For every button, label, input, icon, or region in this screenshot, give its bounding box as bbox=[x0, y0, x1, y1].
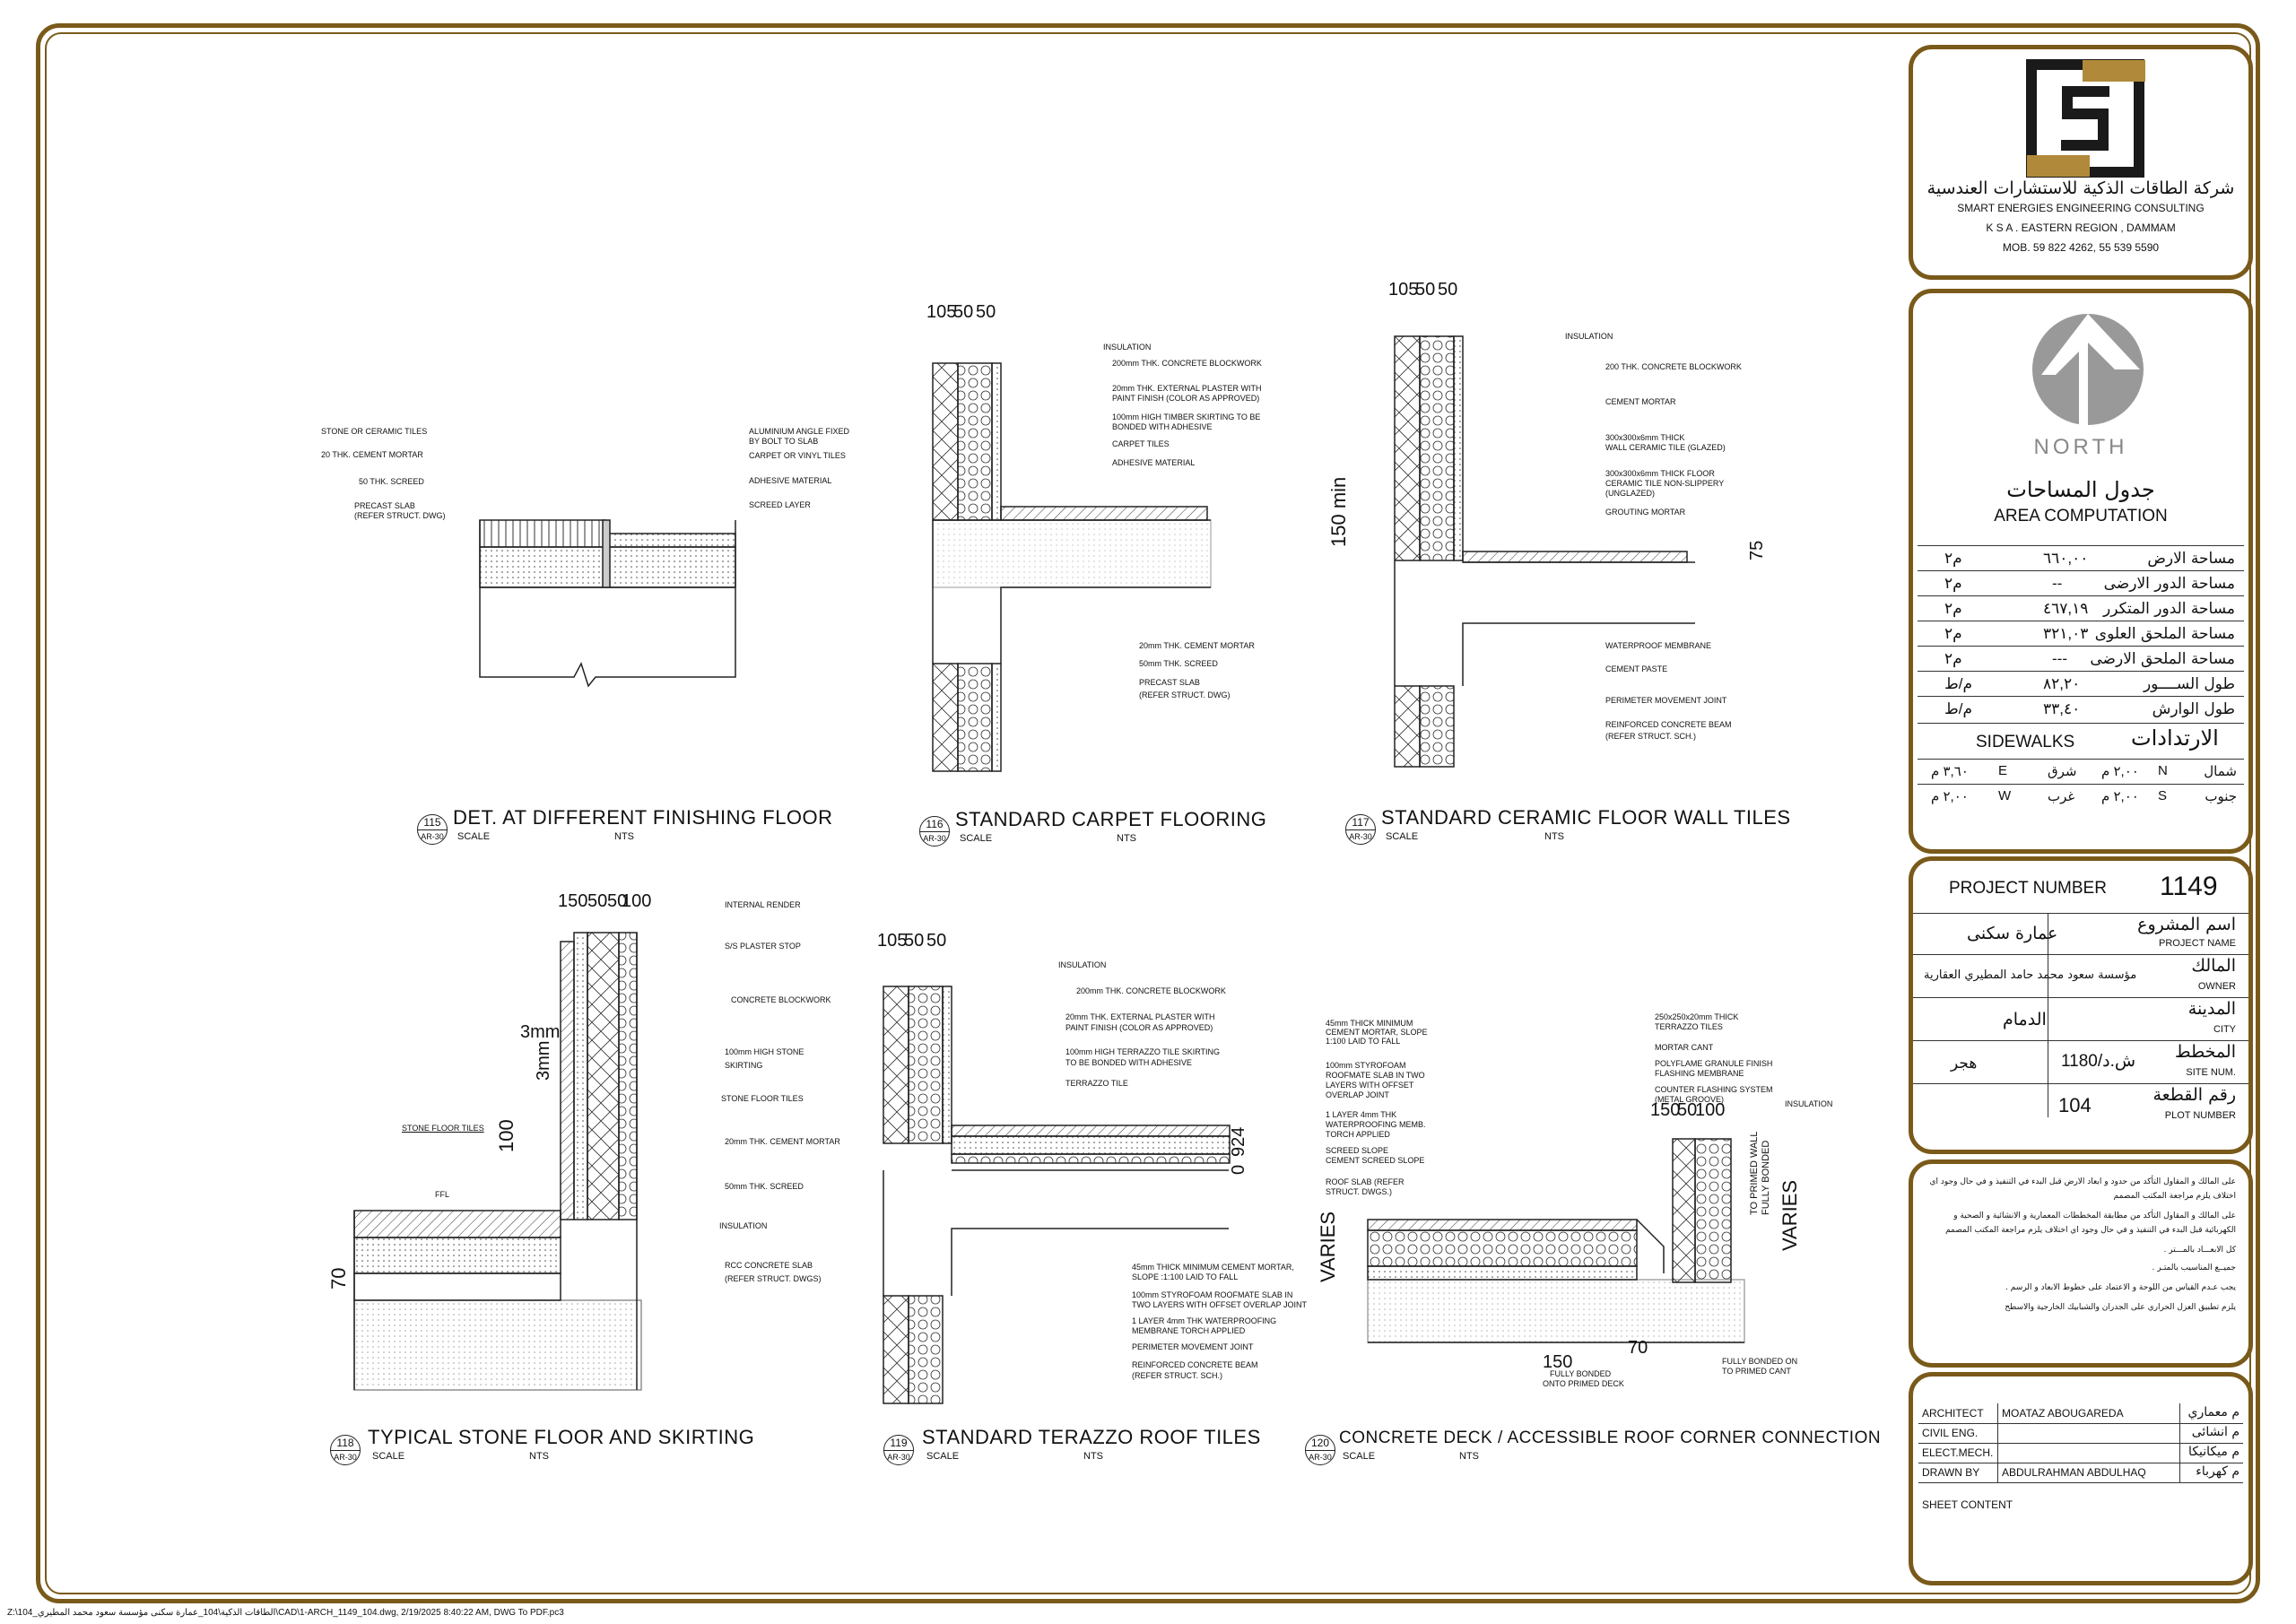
callout-label: 100mm HIGH TIMBER SKIRTING TO BE bbox=[1112, 413, 1261, 421]
callout-label: CEMENT PASTE bbox=[1605, 664, 1668, 673]
note-item: يجب عـدم القياس من اللوحة و الاعتماد على خطوط الابعاد و الرسم . bbox=[2005, 1283, 2236, 1292]
callout-label: PRECAST SLAB bbox=[354, 501, 415, 510]
callout-label: 250x250x20mm THICK bbox=[1655, 1012, 1739, 1021]
callout-label: REINFORCED CONCRETE BEAM bbox=[1605, 720, 1732, 729]
callout-label: INSULATION bbox=[719, 1221, 768, 1230]
firm-mobile: MOB. 59 822 4262, 55 539 5590 bbox=[2002, 241, 2160, 254]
callout-label: 200mm THK. CONCRETE BLOCKWORK bbox=[1076, 986, 1226, 995]
scale-value: NTS bbox=[529, 1451, 549, 1462]
detail-115-drawing bbox=[480, 520, 735, 686]
callout-label: PRECAST SLAB bbox=[1139, 678, 1200, 687]
district-name: هجر bbox=[1951, 1055, 1978, 1073]
detail-title: CONCRETE DECK / ACCESSIBLE ROOF CORNER CONNECTION bbox=[1339, 1429, 1882, 1447]
callout-label: 200 THK. CONCRETE BLOCKWORK bbox=[1605, 362, 1742, 371]
ffl-label: FFL bbox=[435, 1190, 450, 1199]
callout-label: CEMENT SCREED SLOPE bbox=[1326, 1156, 1425, 1165]
area-row: مساحة الملحق الارضى --- م٢ bbox=[1918, 646, 2244, 672]
callout-label: (REFER STRUCT. DWGS) bbox=[725, 1274, 822, 1283]
callout-label: INSULATION bbox=[1785, 1099, 1833, 1108]
callout-label: BY BOLT TO SLAB bbox=[749, 437, 819, 446]
detail-118-drawing bbox=[354, 933, 641, 1390]
dimension-label: 50 bbox=[926, 931, 947, 951]
detail-bubble: 117 AR-30 bbox=[1345, 814, 1376, 845]
firm-name-ar: شركة الطاقات الذكية للاستشارات العندسية bbox=[1926, 178, 2235, 198]
dimension-label: 105 bbox=[926, 302, 957, 322]
callout-label: FLASHING MEMBRANE bbox=[1655, 1069, 1744, 1078]
callout-label: INSULATION bbox=[1565, 332, 1613, 341]
callout-label: WATERPROOF MEMBRANE bbox=[1605, 641, 1712, 650]
owner-name: مؤسسة سعود محمد حامد المطيري العقارية bbox=[1924, 968, 2137, 982]
callout-label: ALUMINIUM ANGLE FIXED bbox=[749, 427, 850, 436]
team-row: DRAWN BY ABDULRAHMAN ABDULHAQ م كهرباء bbox=[1918, 1463, 2243, 1483]
note-item: على المالك و المقاول التأكد من مطابقة المخططات المعمارية و الانشائية و الصحية و الكهربائية قبل البدء في التنفيذ و في حال وجود اي اختلاف يلزم مراجعة المكتب المصمم bbox=[1945, 1211, 2236, 1235]
site-label-ar: المخطط bbox=[2175, 1042, 2236, 1062]
callout-label: 20mm THK. EXTERNAL PLASTER WITH bbox=[1112, 384, 1262, 393]
callout-label: POLYFLAME GRANULE FINISH bbox=[1655, 1059, 1773, 1068]
area-row: مساحة الدور الارضى -- م٢ bbox=[1918, 570, 2244, 596]
callout-label: ADHESIVE MATERIAL bbox=[749, 476, 832, 485]
callout-label: ROOFMATE SLAB IN TWO bbox=[1326, 1071, 1425, 1080]
detail-bubble: 120 AR-30 bbox=[1305, 1435, 1335, 1465]
callout-label: CERAMIC TILE NON-SLIPPERY bbox=[1605, 479, 1725, 488]
callout-label: LAYERS WITH OFFSET bbox=[1326, 1081, 1414, 1090]
sidewalk-row: شمال N ٢,٠٠ م شرق E ٣,٦٠ م bbox=[1918, 759, 2244, 785]
callout-label: TO PRIMED WALL bbox=[1749, 1131, 1760, 1215]
callout-label: TERRAZZO TILES bbox=[1655, 1022, 1723, 1031]
team-row: ELECT.MECH. م ميكانيكا bbox=[1918, 1443, 2243, 1463]
callout-label: S/S PLASTER STOP bbox=[725, 942, 801, 951]
note-item: على المالك و المقاول التأكد من حدود و ابعاد الارض قبل البدء في التنفيذ و في حال وجود اي اختلاف يلزم مراجعة المكتب المصمم bbox=[1929, 1177, 2236, 1201]
city-label-en: CITY bbox=[2213, 1024, 2236, 1035]
area-title-ar: جدول المساحات bbox=[2006, 477, 2155, 502]
dimension-label: 50 bbox=[607, 891, 628, 911]
callout-label: 1 LAYER 4mm THK bbox=[1326, 1110, 1397, 1119]
callout-label: RCC CONCRETE SLAB bbox=[725, 1261, 813, 1270]
callout-label: TORCH APPLIED bbox=[1326, 1130, 1390, 1139]
callout-label: 1:100 LAID TO FALL bbox=[1326, 1037, 1401, 1046]
callout-label: STONE OR CERAMIC TILES bbox=[321, 427, 428, 436]
dimension-label: 50 bbox=[587, 891, 608, 911]
callout-label: CARPET TILES bbox=[1112, 439, 1170, 448]
dimension-label: 50 bbox=[976, 302, 996, 322]
callout-label: INSULATION bbox=[1103, 343, 1152, 352]
callout-label: OVERLAP JOINT bbox=[1326, 1090, 1389, 1099]
dimension-label: 70 bbox=[327, 1267, 350, 1290]
scale-label: SCALE bbox=[960, 833, 993, 844]
detail-title: STANDARD TERAZZO ROOF TILES bbox=[922, 1426, 1261, 1448]
callout-label: 100mm HIGH TERRAZZO TILE SKIRTING bbox=[1065, 1047, 1221, 1056]
area-row: طول الوارش ٣٣,٤٠ م/ط bbox=[1918, 696, 2244, 722]
city-label-ar: المدينة bbox=[2187, 999, 2236, 1019]
callout-label: SCREED LAYER bbox=[749, 500, 811, 509]
note-item: جميــع المناسيب بالمتـر . bbox=[2152, 1264, 2236, 1272]
callout-label: WATERPROOFING MEMB. bbox=[1326, 1120, 1426, 1129]
note-item: يلزم تطبيق العزل الحراري على الجدران والشبابيك الخارجية والاسطح bbox=[2005, 1303, 2236, 1312]
callout-label: 100mm HIGH STONE bbox=[725, 1047, 804, 1056]
scale-label: SCALE bbox=[1386, 831, 1419, 842]
team-panel bbox=[1909, 1372, 2253, 1585]
sheet-content-label: SHEET CONTENT bbox=[1922, 1498, 2013, 1511]
callout-label: (REFER STRUCT. DWG) bbox=[1139, 690, 1231, 699]
north-label: NORTH bbox=[2033, 435, 2128, 459]
dimension-label: 150 min bbox=[1327, 476, 1350, 547]
dimension-label: 3mm bbox=[534, 1040, 553, 1081]
dimension-label: 150 bbox=[1650, 1100, 1681, 1120]
callout-label: STONE FLOOR TILES bbox=[402, 1124, 484, 1133]
scale-label: SCALE bbox=[1343, 1451, 1376, 1462]
dimension-label: 50 bbox=[904, 931, 925, 951]
team-row: ARCHITECT MOATAZ ABOUGAREDA م معماري bbox=[1918, 1403, 2243, 1424]
callout-label: CARPET OR VINYL TILES bbox=[749, 451, 846, 460]
scale-value: NTS bbox=[1544, 831, 1564, 842]
callout-label: TERRAZZO TILE bbox=[1065, 1079, 1128, 1088]
scale-value: NTS bbox=[614, 831, 634, 842]
dimension-label: 100 bbox=[622, 891, 652, 911]
callout-label: 100mm STYROFOAM ROOFMATE SLAB IN bbox=[1132, 1290, 1293, 1299]
detail-bubble: 118 AR-30 bbox=[330, 1435, 361, 1465]
callout-label: 50mm THK. SCREED bbox=[725, 1182, 804, 1191]
dimension-label: 75 bbox=[1747, 540, 1767, 560]
dimension-label: 100 bbox=[1695, 1100, 1726, 1120]
callout-label: REINFORCED CONCRETE BEAM bbox=[1132, 1360, 1258, 1369]
sidewalk-row: جنوب S ٢,٠٠ م غرب W ٢,٠٠ م bbox=[1918, 784, 2244, 810]
scale-value: NTS bbox=[1117, 833, 1136, 844]
detail-title: TYPICAL STONE FLOOR AND SKIRTING bbox=[368, 1426, 755, 1448]
callout-label: ONTO PRIMED DECK bbox=[1543, 1379, 1624, 1388]
callout-label: CEMENT MORTAR, SLOPE bbox=[1326, 1028, 1428, 1037]
callout-label: BONDED WITH ADHESIVE bbox=[1112, 422, 1213, 431]
callout-label: (REFER STRUCT. SCH.) bbox=[1132, 1371, 1222, 1380]
detail-bubble: 116 AR-30 bbox=[919, 816, 950, 847]
project-name: عمارة سكنى bbox=[1967, 924, 2058, 943]
plot-number: 104 bbox=[2058, 1094, 2092, 1116]
project-number: 1149 bbox=[2160, 872, 2218, 901]
dimension-label: 150 bbox=[1543, 1352, 1573, 1372]
callout-label: (REFER STRUCT. DWG) bbox=[354, 511, 446, 520]
firm-panel bbox=[1909, 45, 2253, 280]
callout-label: INSULATION bbox=[1058, 960, 1107, 969]
owner-label-en: OWNER bbox=[2197, 981, 2236, 992]
callout-label: MORTAR CANT bbox=[1655, 1043, 1714, 1052]
firm-region: K S A . EASTERN REGION , DAMMAM bbox=[1986, 221, 2176, 234]
area-row: مساحة الدور المتكرر ٤٦٧,١٩ م٢ bbox=[1918, 595, 2244, 621]
callout-label: 50 THK. SCREED bbox=[359, 477, 424, 486]
callout-label: INTERNAL RENDER bbox=[725, 900, 801, 909]
area-row: مساحة الارض ٦٦٠,٠٠ م٢ bbox=[1918, 545, 2244, 571]
callout-label: 300x300x6mm THICK bbox=[1605, 433, 1685, 442]
project-name-label-ar: اسم المشروع bbox=[2137, 915, 2236, 934]
dimension-label: 0 bbox=[1229, 1164, 1248, 1175]
callout-label: ROOF SLAB (REFER bbox=[1326, 1177, 1405, 1186]
dimension-label: 105 bbox=[877, 931, 908, 951]
callout-label: STONE FLOOR TILES bbox=[721, 1094, 804, 1103]
callout-label: SCREED SLOPE bbox=[1326, 1146, 1389, 1155]
area-title-en: AREA COMPUTATION bbox=[1994, 507, 2168, 525]
detail-title: DET. AT DIFFERENT FINISHING FLOOR bbox=[453, 806, 833, 829]
detail-title: STANDARD CARPET FLOORING bbox=[955, 808, 1267, 830]
callout-label: SLOPE :1:100 LAID TO FALL bbox=[1132, 1272, 1239, 1281]
callout-label: (UNGLAZED) bbox=[1605, 489, 1656, 498]
plot-label-en: PLOT NUMBER bbox=[2164, 1110, 2236, 1121]
scale-value: NTS bbox=[1083, 1451, 1103, 1462]
city-name: الدمام bbox=[2003, 1010, 2047, 1029]
dimension-label: 50 bbox=[1438, 280, 1458, 300]
dimension-label: 3mm bbox=[520, 1022, 561, 1042]
callout-label: TWO LAYERS WITH OFFSET OVERLAP JOINT bbox=[1132, 1300, 1308, 1309]
callout-label: COUNTER FLASHING SYSTEM bbox=[1655, 1085, 1773, 1094]
project-panel bbox=[1909, 856, 2253, 1154]
detail-title: STANDARD CERAMIC FLOOR WALL TILES bbox=[1381, 806, 1791, 829]
dimension-label: 50 bbox=[953, 302, 974, 322]
sidewalks-header: SIDEWALKS الارتدادات bbox=[1918, 723, 2244, 758]
callout-label: FULLY BONDED bbox=[1761, 1140, 1771, 1215]
callout-label: 20mm THK. CEMENT MORTAR bbox=[1139, 641, 1255, 650]
callout-label: SKIRTING bbox=[725, 1061, 763, 1070]
dimension-label: 100 bbox=[495, 1119, 517, 1152]
callout-label: 50mm THK. SCREED bbox=[1139, 659, 1218, 668]
team-table bbox=[1918, 1403, 2243, 1484]
callout-label: CEMENT MORTAR bbox=[1605, 397, 1676, 406]
callout-label: PAINT FINISH (COLOR AS APPROVED) bbox=[1065, 1023, 1213, 1032]
callout-label: CONCRETE BLOCKWORK bbox=[731, 995, 831, 1004]
callout-label: 100mm STYROFOAM bbox=[1326, 1061, 1406, 1070]
callout-label: 20 THK. CEMENT MORTAR bbox=[321, 450, 423, 459]
firm-logo-icon bbox=[2027, 60, 2144, 177]
team-row: CIVIL ENG. م انشائى bbox=[1918, 1423, 2243, 1444]
general-notes bbox=[1924, 1175, 2236, 1315]
dimension-label: 70 bbox=[1628, 1338, 1648, 1358]
callout-label: 20mm THK. EXTERNAL PLASTER WITH bbox=[1065, 1012, 1215, 1021]
detail-bubble: 119 AR-30 bbox=[883, 1435, 914, 1465]
dimension-label: 105 bbox=[1388, 280, 1419, 300]
callout-label: 300x300x6mm THICK FLOOR bbox=[1605, 469, 1715, 478]
scale-label: SCALE bbox=[926, 1451, 960, 1462]
callout-label: PERIMETER MOVEMENT JOINT bbox=[1605, 696, 1727, 705]
site-number: 1180/ش.د bbox=[2061, 1052, 2136, 1071]
dimension-label: 150 bbox=[558, 891, 588, 911]
callout-label: PERIMETER MOVEMENT JOINT bbox=[1132, 1342, 1254, 1351]
callout-label: ADHESIVE MATERIAL bbox=[1112, 458, 1196, 467]
scale-label: SCALE bbox=[372, 1451, 405, 1462]
area-row: طول الســــور ٨٢,٢٠ م/ط bbox=[1918, 671, 2244, 697]
project-name-label-en: PROJECT NAME bbox=[2159, 938, 2236, 949]
area-row: مساحة الملحق العلوى ٣٢١,٠٣ م٢ bbox=[1918, 621, 2244, 647]
scale-label: SCALE bbox=[457, 831, 491, 842]
callout-label: MEMBRANE TORCH APPLIED bbox=[1132, 1326, 1246, 1335]
callout-label: FULLY BONDED ON bbox=[1722, 1357, 1798, 1366]
callout-label: 200mm THK. CONCRETE BLOCKWORK bbox=[1112, 359, 1262, 368]
dimension-label: 924 bbox=[1229, 1126, 1248, 1157]
callout-label: STRUCT. DWGS.) bbox=[1326, 1187, 1392, 1196]
dimension-label: VARIES bbox=[1779, 1179, 1801, 1251]
note-item: كل الابعـــاد بالمـــتر . bbox=[2163, 1246, 2236, 1255]
detail-120-drawing bbox=[1368, 1139, 1744, 1342]
callout-label: 20mm THK. CEMENT MORTAR bbox=[725, 1137, 840, 1146]
detail-bubble: 115 AR-30 bbox=[417, 814, 448, 845]
dimension-label: 50 bbox=[1415, 280, 1436, 300]
notes-panel bbox=[1909, 1159, 2253, 1368]
callout-label: 45mm THICK MINIMUM bbox=[1326, 1019, 1413, 1028]
callout-label: 1 LAYER 4mm THK WATERPROOFING bbox=[1132, 1316, 1277, 1325]
callout-label: FULLY BONDED bbox=[1550, 1369, 1612, 1378]
callout-label: WALL CERAMIC TILE (GLAZED) bbox=[1605, 443, 1726, 452]
project-number-label: PROJECT NUMBER bbox=[1949, 879, 2107, 898]
dimension-label: VARIES bbox=[1317, 1211, 1339, 1282]
north-arrow-icon bbox=[2025, 307, 2151, 432]
owner-label-ar: المالك bbox=[2191, 956, 2236, 976]
site-label-en: SITE NUM. bbox=[2186, 1067, 2236, 1078]
callout-label: 45mm THICK MINIMUM CEMENT MORTAR, bbox=[1132, 1263, 1294, 1272]
dimension-label: 50 bbox=[1677, 1100, 1698, 1120]
file-path-footer: Z:\104_الطاقات الذكية\104_عمارة سكنى مؤسسة سعود محمد المطيري\CAD\1-ARCH_1149_104.dwg, 2/19/2025 8:40:22 AM, DWG To PDF.pc3 bbox=[7, 1608, 564, 1618]
scale-value: NTS bbox=[1459, 1451, 1479, 1462]
callout-label: (REFER STRUCT. SCH.) bbox=[1605, 732, 1696, 741]
callout-label: TO BE BONDED WITH ADHESIVE bbox=[1065, 1058, 1192, 1067]
callout-label: GROUTING MORTAR bbox=[1605, 508, 1686, 517]
callout-label: TO PRIMED CANT bbox=[1722, 1367, 1791, 1376]
firm-name-en: SMART ENERGIES ENGINEERING CONSULTING bbox=[1957, 202, 2205, 214]
plot-label-ar: رقم القطعة bbox=[2152, 1085, 2236, 1105]
callout-label: PAINT FINISH (COLOR AS APPROVED) bbox=[1112, 394, 1260, 403]
callout-label: (METAL GROOVE) bbox=[1655, 1095, 1725, 1104]
